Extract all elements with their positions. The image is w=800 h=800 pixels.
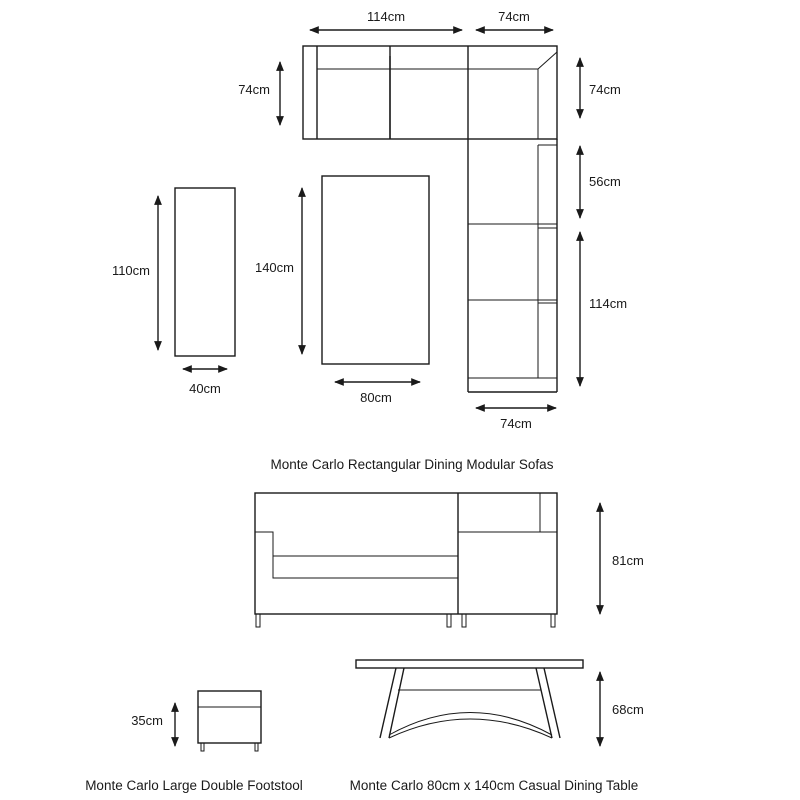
footstool-length-label: 110cm xyxy=(111,263,150,278)
footstool-side-view xyxy=(198,691,261,751)
table-caption: Monte Carlo 80cm x 140cm Casual Dining Table xyxy=(349,778,639,793)
corner-bottom-width-label: 74cm xyxy=(500,416,532,431)
corner-top-width-label: 114cm xyxy=(366,9,406,24)
corner-right-depth-label: 74cm xyxy=(589,82,621,97)
footstool-caption: Monte Carlo Large Double Footstool xyxy=(85,778,303,793)
corner-top-end-label: 74cm xyxy=(498,9,530,24)
corner-sofa-top-view xyxy=(303,46,557,392)
corner-left-depth-label: 74cm xyxy=(238,82,270,97)
table-height-label: 68cm xyxy=(612,702,644,717)
table-side-view xyxy=(356,660,583,738)
footstool-height-label: 35cm xyxy=(131,713,163,728)
table-width-label: 80cm xyxy=(360,390,392,405)
footstool-width-label: 40cm xyxy=(189,381,221,396)
footstool-top-view xyxy=(175,188,235,356)
table-top-view xyxy=(322,176,429,364)
sofas-caption: Monte Carlo Rectangular Dining Modular Sofas xyxy=(270,457,554,472)
table-length-label: 140cm xyxy=(254,260,294,275)
corner-side-top-label: 56cm xyxy=(589,174,621,189)
sofa-side-view xyxy=(255,493,557,627)
corner-side-main-label: 114cm xyxy=(589,296,628,311)
sofa-height-label: 81cm xyxy=(612,553,644,568)
